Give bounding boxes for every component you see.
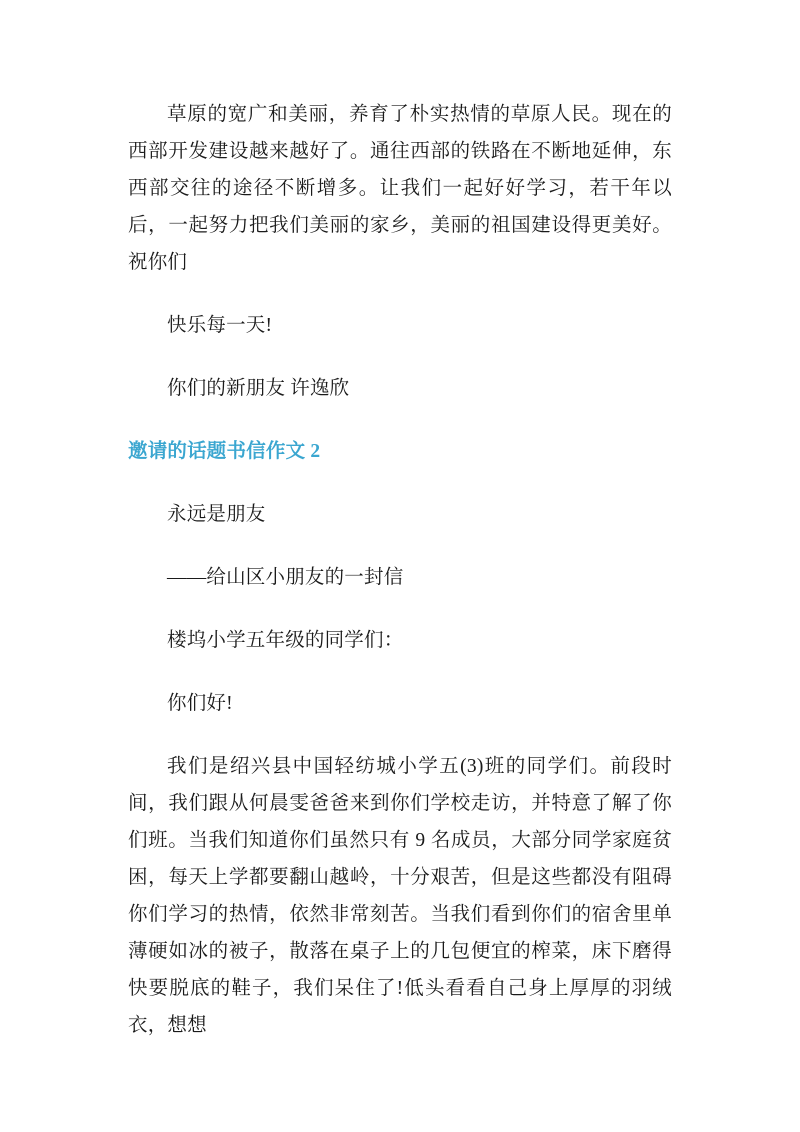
- paragraph: 永远是朋友: [167, 504, 266, 525]
- paragraph: 草原的宽广和美丽，养育了朴实热情的草原人民。现在的西部开发建设越来越好了。通往西部的铁路在不断地延伸，东西部交往的途径不断增多。让我们一起好好学习，若干年以后，一起努力把我们美丽的家乡，美丽的祖国建设得更美好。祝你们: [128, 104, 672, 273]
- paragraph: 我们是绍兴县中国轻纺城小学五(3)班的同学们。前段时间，我们跟从何晨雯爸爸来到你们学校走访，并特意了解了你们班。当我们知道你们虽然只有 9 名成员，大部分同学家庭贫困，每天上学都要翻山越岭，十分艰苦，但是这些都没有阻碍你们学习的热情，依然非常刻苦。当我们看到你们的宿舍里单薄硬如冰的被子，散落在桌子上的几包便宜的榨菜，床下磨得快要脱底的鞋子，我们呆住了!低头看看自己身上厚厚的羽绒衣，想想: [128, 756, 672, 1036]
- paragraph: 你们好!: [167, 693, 233, 714]
- section-heading: 邀请的话题书信作文 2: [128, 441, 321, 462]
- paragraph: 你们的新朋友 许逸欣: [167, 378, 350, 399]
- paragraph: 楼坞小学五年级的同学们：: [167, 630, 404, 651]
- paragraph: ——给山区小朋友的一封信: [167, 567, 404, 588]
- document-body: [128, 96, 672, 1044]
- paragraph: 快乐每一天!: [167, 315, 273, 336]
